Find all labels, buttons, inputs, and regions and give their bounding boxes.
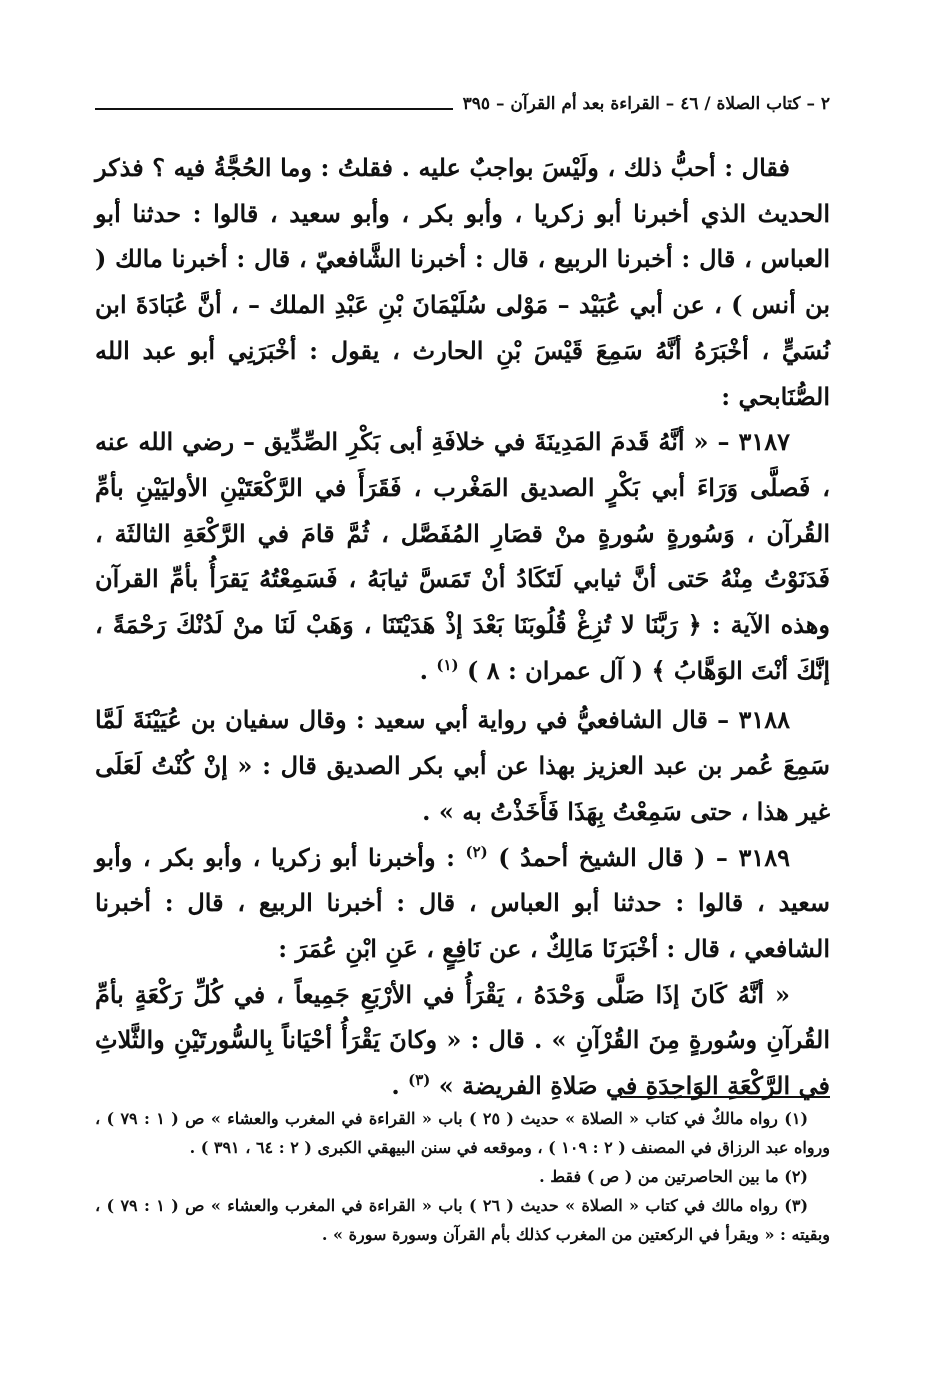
footnote-3: (٣) رواه مالك في كتاب « الصلاة » حديث ( ٢٦ ) باب « القراءة في المغرب والعشاء » ص ( ١ : ٧٩ ) ، وبقيته : « ويقرأ في الركعتين من المغرب كذلك بأم القرآن وسورة سورة » . <box>95 1196 830 1244</box>
footnotes <box>95 1104 830 1249</box>
hadith-3187 <box>95 419 830 693</box>
hadith-3189-end: . <box>391 1071 409 1101</box>
footnote-2: (٢) ما بين الحاصرتين من ( ص ) فقط . <box>539 1167 808 1186</box>
paragraph-intro: فقال : أحبُّ ذلك ، ولَيْسَ بواجبٌ عليه . فقلتُ : وما الحُجَّةُ فيه ؟ فذكر الحديث الذي أخبرنا أبو زكريا ، وأبو بكر ، وأبو سعيد ، قالوا : حدثنا أبو العباس ، قال : أخبرنا الربيع ، قال : أخبرنا الشَّافعيّ ، قال : أخبرنا مالك ( بن أنس ) ، عن أبي عُبَيْد – مَوْلى سُلَيْمَانَ بْنِ عَبْدِ الملك – ، أنَّ عُبَادَةَ ابن نُسَيٍّ ، أخْبَرَهُ أنَّهُ سَمِعَ قَيْسَ بْنِ الحارث ، يقول : أخْبَرَنِي أبو عبد الله الصُّنَابحي : <box>95 153 830 411</box>
hadith-3189-text <box>95 972 830 1109</box>
running-header <box>95 86 830 122</box>
hadith-3188: ٣١٨٨ – قال الشافعيُّ في رواية أبي سعيد : وقال سفيان بن عُيَيْنَةَ لَمَّا سَمِعَ عُمر بن عبد العزيز بهذا عن أبي بكر الصديق قال : « إنْ كُنْتُ لَعَلَى غير هذا ، حتى سَمِعْتُ بِهَذَا فَأَخَذْتُ به » . <box>95 705 830 826</box>
main-text <box>95 145 830 1109</box>
hadith-3189-chain: : وأخبرنا أبو زكريا ، وأبو بكر ، وأبو سعيد ، قالوا : حدثنا أبو العباس ، قال : أخبرنا الربيع ، قال : أخبرنا الشافعي ، قال : أخْبَرَنَا مَالِكٌ ، عن نَافِعٍ ، عَنِ ابْنِ عُمَرَ : <box>95 842 830 963</box>
footnote-separator <box>620 1096 830 1098</box>
hadith-3187-end: . <box>419 655 437 685</box>
header-title: ٢ – كتاب الصلاة / ٤٦ – القراءة بعد أم القرآن – ٣٩٥ <box>462 94 830 114</box>
footnote-ref-2[interactable]: (٢) <box>465 842 488 861</box>
footnote-ref-1[interactable]: (١) <box>436 655 459 674</box>
hadith-3189-intro <box>95 835 830 972</box>
header-rule <box>95 108 453 110</box>
hadith-3187-text: ٣١٨٧ – « أنَّهُ قَدمَ المَدِينَةَ في خلافَةِ أبى بَكْرِ الصِّدِّيق – رضي الله عنه ، فَصلَّى وَرَاءَ أبي بَكْرٍ الصديق المَغْرب ، فَقَرَأَ في الرَّكْعَتَيْنِ الأوليَيْنِ بأمِّ القُرآن ، وَسُورةٍ سُورةٍ منْ قصَارِ المُفَصَّل ، ثُمَّ قامَ في الرَّكْعَةِ الثالثَة ، فَدَنَوْتُ مِنْهُ حَتى أنَّ ثيابي لَتَكَادُ أنْ تَمَسَّ ثيابَهُ ، فَسَمِعْتُهُ يَقرَأُ بأمِّ القرآن وهذه الآية : ﴿ رَبَّنَا لا تُزِغْ قُلُوبَنَا بَعْدَ إذْ هَدَيْتَنَا ، وَهَبْ لَنَا منْ لَدُنْكَ رَحْمَةً ، إنَّكَ أنْتَ الوَهَّابُ ﴾ ( آل عمران : ٨ ) <box>95 427 830 685</box>
footnote-1: (١) رواه مالكٌ في كتاب « الصلاة » حديث ( ٢٥ ) باب « القراءة في المغرب والعشاء » ص ( ١ : ٧٩ ) ، ورواه عبد الرزاق في المصنف ( ٢ : ١٠٩ ) ، وموقعه في سنن البيهقي الكبرى ( ٢ : ٦٤ ، ٣٩١ ) . <box>95 1109 830 1157</box>
footnote-ref-3[interactable]: (٣) <box>408 1071 431 1090</box>
hadith-3189-label: ٣١٨٩ – ( قال الشيخ أحمدُ ) <box>498 842 791 872</box>
hadith-3189-matn: « أنَّهُ كَانَ إذَا صَلَّى وَحْدَهُ ، يَقْرَأُ في الأرْبَعِ جَمِيعاً ، في كُلِّ رَكْعَةٍ بأمِّ القُرآنِ وسُورةٍ مِنَ القُرْآنِ » . قال : « وكانَ يَقْرَأُ أحْيَاناً بِالسُّورتَيْنِ والثَّلاثِ في الرَّكْعَةِ الوَاحِدَةِ في صَلاةِ الفريضة » <box>95 979 830 1101</box>
